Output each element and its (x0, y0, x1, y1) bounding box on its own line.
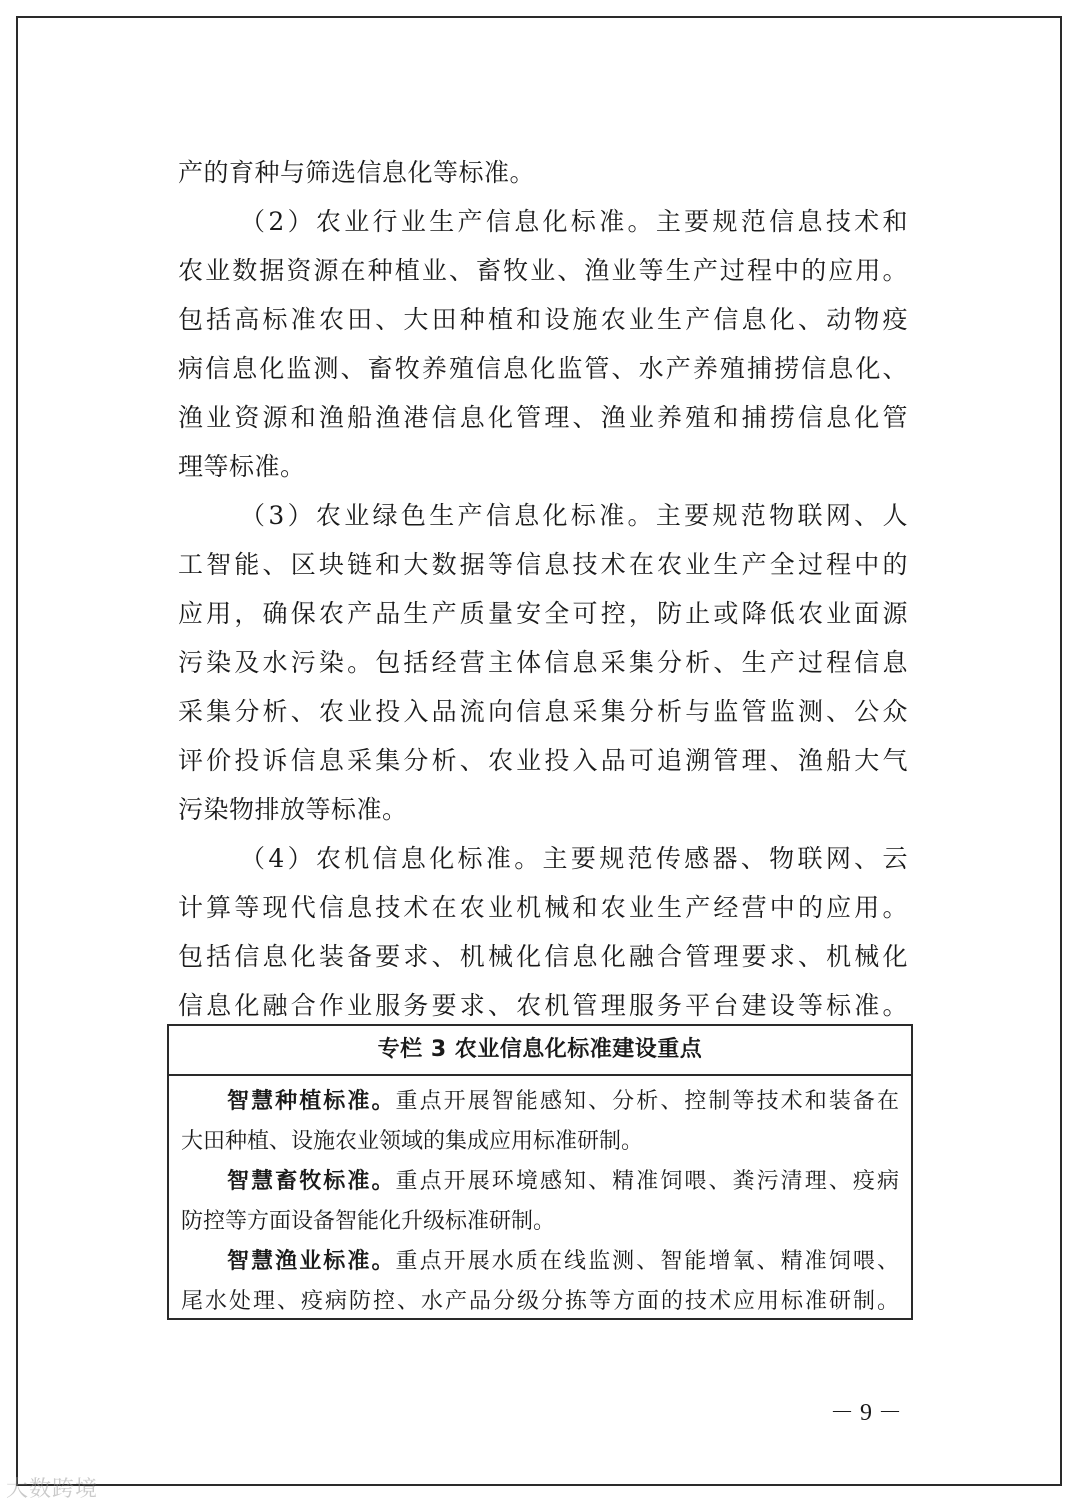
box-item-line: 尾水处理、疫病防控、水产品分级分拣等方面的技术应用标准研制。 (181, 1289, 899, 1314)
column-box-body (169, 1076, 911, 1322)
paragraph-line: （2）农业行业生产信息化标准。主要规范信息技术和 (240, 207, 908, 236)
box-item-line (181, 1242, 899, 1282)
paragraph-line: 评价投诉信息采集分析、农业投入品可追溯管理、渔船大气 (178, 746, 908, 775)
paragraph-line: 工智能、区块链和大数据等信息技术在农业生产全过程中的 (178, 550, 908, 579)
box-item-line (181, 1082, 899, 1122)
column-box (167, 1024, 913, 1320)
paragraph-line: 应用，确保农产品生产质量安全可控，防止或降低农业面源 (178, 599, 908, 628)
body-text (178, 148, 908, 1030)
box-item-line (181, 1162, 899, 1202)
box-item-line: 防控等方面设备智能化升级标准研制。 (181, 1209, 556, 1234)
box-item-heading: 智慧畜牧标准。 (227, 1169, 396, 1194)
paragraph-line: 产的育种与筛选信息化等标准。 (178, 158, 536, 187)
paragraph-line: 渔业资源和渔船渔港信息化管理、渔业养殖和捕捞信息化管 (178, 403, 908, 432)
paragraph-line: 采集分析、农业投入品流向信息采集分析与监管监测、公众 (178, 697, 908, 726)
watermark: 大数跨境 (6, 1477, 99, 1502)
paragraph-line: 理等标准。 (178, 452, 306, 481)
paragraph-line: 污染及水污染。包括经营主体信息采集分析、生产过程信息 (178, 648, 908, 677)
paragraph-line: 信息化融合作业服务要求、农机管理服务平台建设等标准。 (178, 991, 908, 1020)
box-item-heading: 智慧渔业标准。 (227, 1249, 396, 1274)
paragraph-line: 病信息化监测、畜牧养殖信息化监管、水产养殖捕捞信息化、 (178, 354, 908, 383)
page-number: － 9 － (830, 1400, 902, 1426)
paragraph-line: 污染物排放等标准。 (178, 795, 408, 824)
paragraph-line: 包括信息化装备要求、机械化信息化融合管理要求、机械化 (178, 942, 908, 971)
paragraph-line: 包括高标准农田、大田种植和设施农业生产信息化、动物疫 (178, 305, 908, 334)
box-item-text: 重点开展环境感知、精准饲喂、粪污清理、疫病 (395, 1169, 899, 1194)
paragraph-line: 计算等现代信息技术在农业机械和农业生产经营中的应用。 (178, 893, 908, 922)
paragraph-line: 农业数据资源在种植业、畜牧业、渔业等生产过程中的应用。 (178, 256, 908, 285)
column-box-title: 专栏 3 农业信息化标准建设重点 (169, 1026, 911, 1076)
box-item-text: 重点开展智能感知、分析、控制等技术和装备在 (395, 1089, 899, 1114)
box-item-line: 大田种植、设施农业领域的集成应用标准研制。 (181, 1129, 644, 1154)
box-item-heading: 智慧种植标准。 (227, 1089, 396, 1114)
box-item-text: 重点开展水质在线监测、智能增氧、精准饲喂、 (395, 1249, 899, 1274)
paragraph-line: （3）农业绿色生产信息化标准。主要规范物联网、人 (240, 501, 908, 530)
paragraph-line: （4）农机信息化标准。主要规范传感器、物联网、云 (240, 844, 908, 873)
